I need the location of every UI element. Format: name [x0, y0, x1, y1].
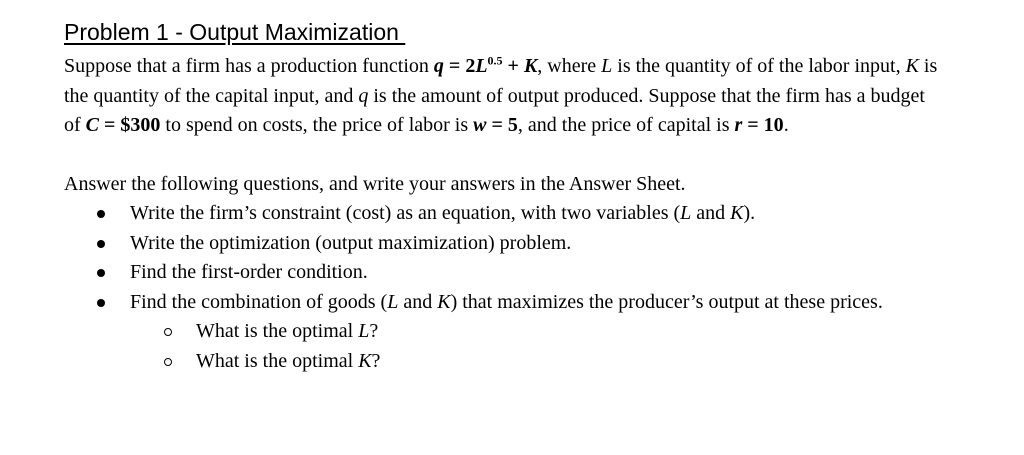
statement-text: .	[783, 114, 789, 136]
item-text: Find the combination of goods (	[130, 290, 388, 313]
item-text: ).	[743, 202, 756, 224]
hollow-bullet-icon	[164, 328, 172, 336]
rent-value: = 10	[742, 114, 784, 136]
var-L: L	[680, 202, 692, 224]
var-K: K	[523, 55, 538, 77]
var-q: q	[433, 55, 444, 77]
var-L: L	[601, 55, 613, 77]
sub-list-item	[64, 347, 1004, 377]
list-item	[64, 199, 970, 229]
eq-coefficient: = 2	[443, 55, 476, 77]
exponent: 0.5	[487, 53, 503, 68]
problem-statement	[64, 52, 944, 141]
var-r: r	[734, 114, 743, 136]
var-K: K	[358, 349, 372, 372]
var-K: K	[730, 202, 744, 224]
wage-value: = 5	[486, 114, 518, 136]
var-L: L	[475, 55, 488, 77]
var-L: L	[358, 320, 370, 342]
budget-value: = $300	[99, 114, 161, 136]
item-text: ?	[369, 320, 379, 342]
document-page	[64, 18, 1004, 376]
item-text: and	[691, 202, 731, 224]
bullet-icon	[97, 269, 105, 277]
hollow-bullet-icon	[164, 358, 172, 366]
list-item	[64, 258, 970, 288]
problem-title: Problem 1 - Output Maximization	[64, 19, 406, 45]
list-item	[64, 288, 970, 318]
statement-text: is the amount of output produced. Suppose that the firm has a budget of	[64, 84, 925, 136]
spacer	[64, 141, 1004, 170]
var-w: w	[473, 114, 487, 136]
instructions: Answer the following questions, and write your answers in the Answer Sheet.	[64, 172, 686, 195]
statement-text: to spend on costs, the price of labor is	[160, 114, 474, 136]
var-q: q	[358, 84, 369, 107]
sub-list-item	[64, 317, 1004, 347]
var-L: L	[387, 290, 399, 313]
statement-text: is the quantity of the capital input, and	[64, 55, 938, 107]
bullet-icon	[97, 240, 105, 248]
statement-text: is the quantity of of the labor input,	[612, 55, 906, 77]
bullet-icon	[97, 210, 105, 218]
statement-text: , and the price of capital is	[517, 114, 735, 136]
question-list	[64, 199, 1004, 317]
item-text: Write the firm’s constraint (cost) as an equation, with two variables (	[130, 202, 681, 224]
item-text: What is the optimal	[196, 320, 359, 342]
statement-text: , where	[537, 55, 602, 77]
var-K: K	[437, 290, 451, 313]
list-item	[64, 229, 970, 259]
bullet-icon	[97, 299, 105, 307]
item-text: ) that maximizes the producer’s output at these prices.	[450, 290, 883, 313]
item-text: Find the first-order condition.	[130, 261, 368, 283]
sub-question-list	[64, 317, 1004, 376]
item-text: What is the optimal	[196, 349, 359, 372]
var-C: C	[85, 114, 100, 136]
eq-plus: +	[502, 55, 524, 77]
item-text: Write the optimization (output maximization) problem.	[130, 231, 572, 254]
item-text: and	[398, 290, 438, 313]
var-K: K	[905, 55, 919, 77]
statement-text: Suppose that a firm has a production function	[64, 55, 434, 77]
item-text: ?	[371, 349, 381, 372]
